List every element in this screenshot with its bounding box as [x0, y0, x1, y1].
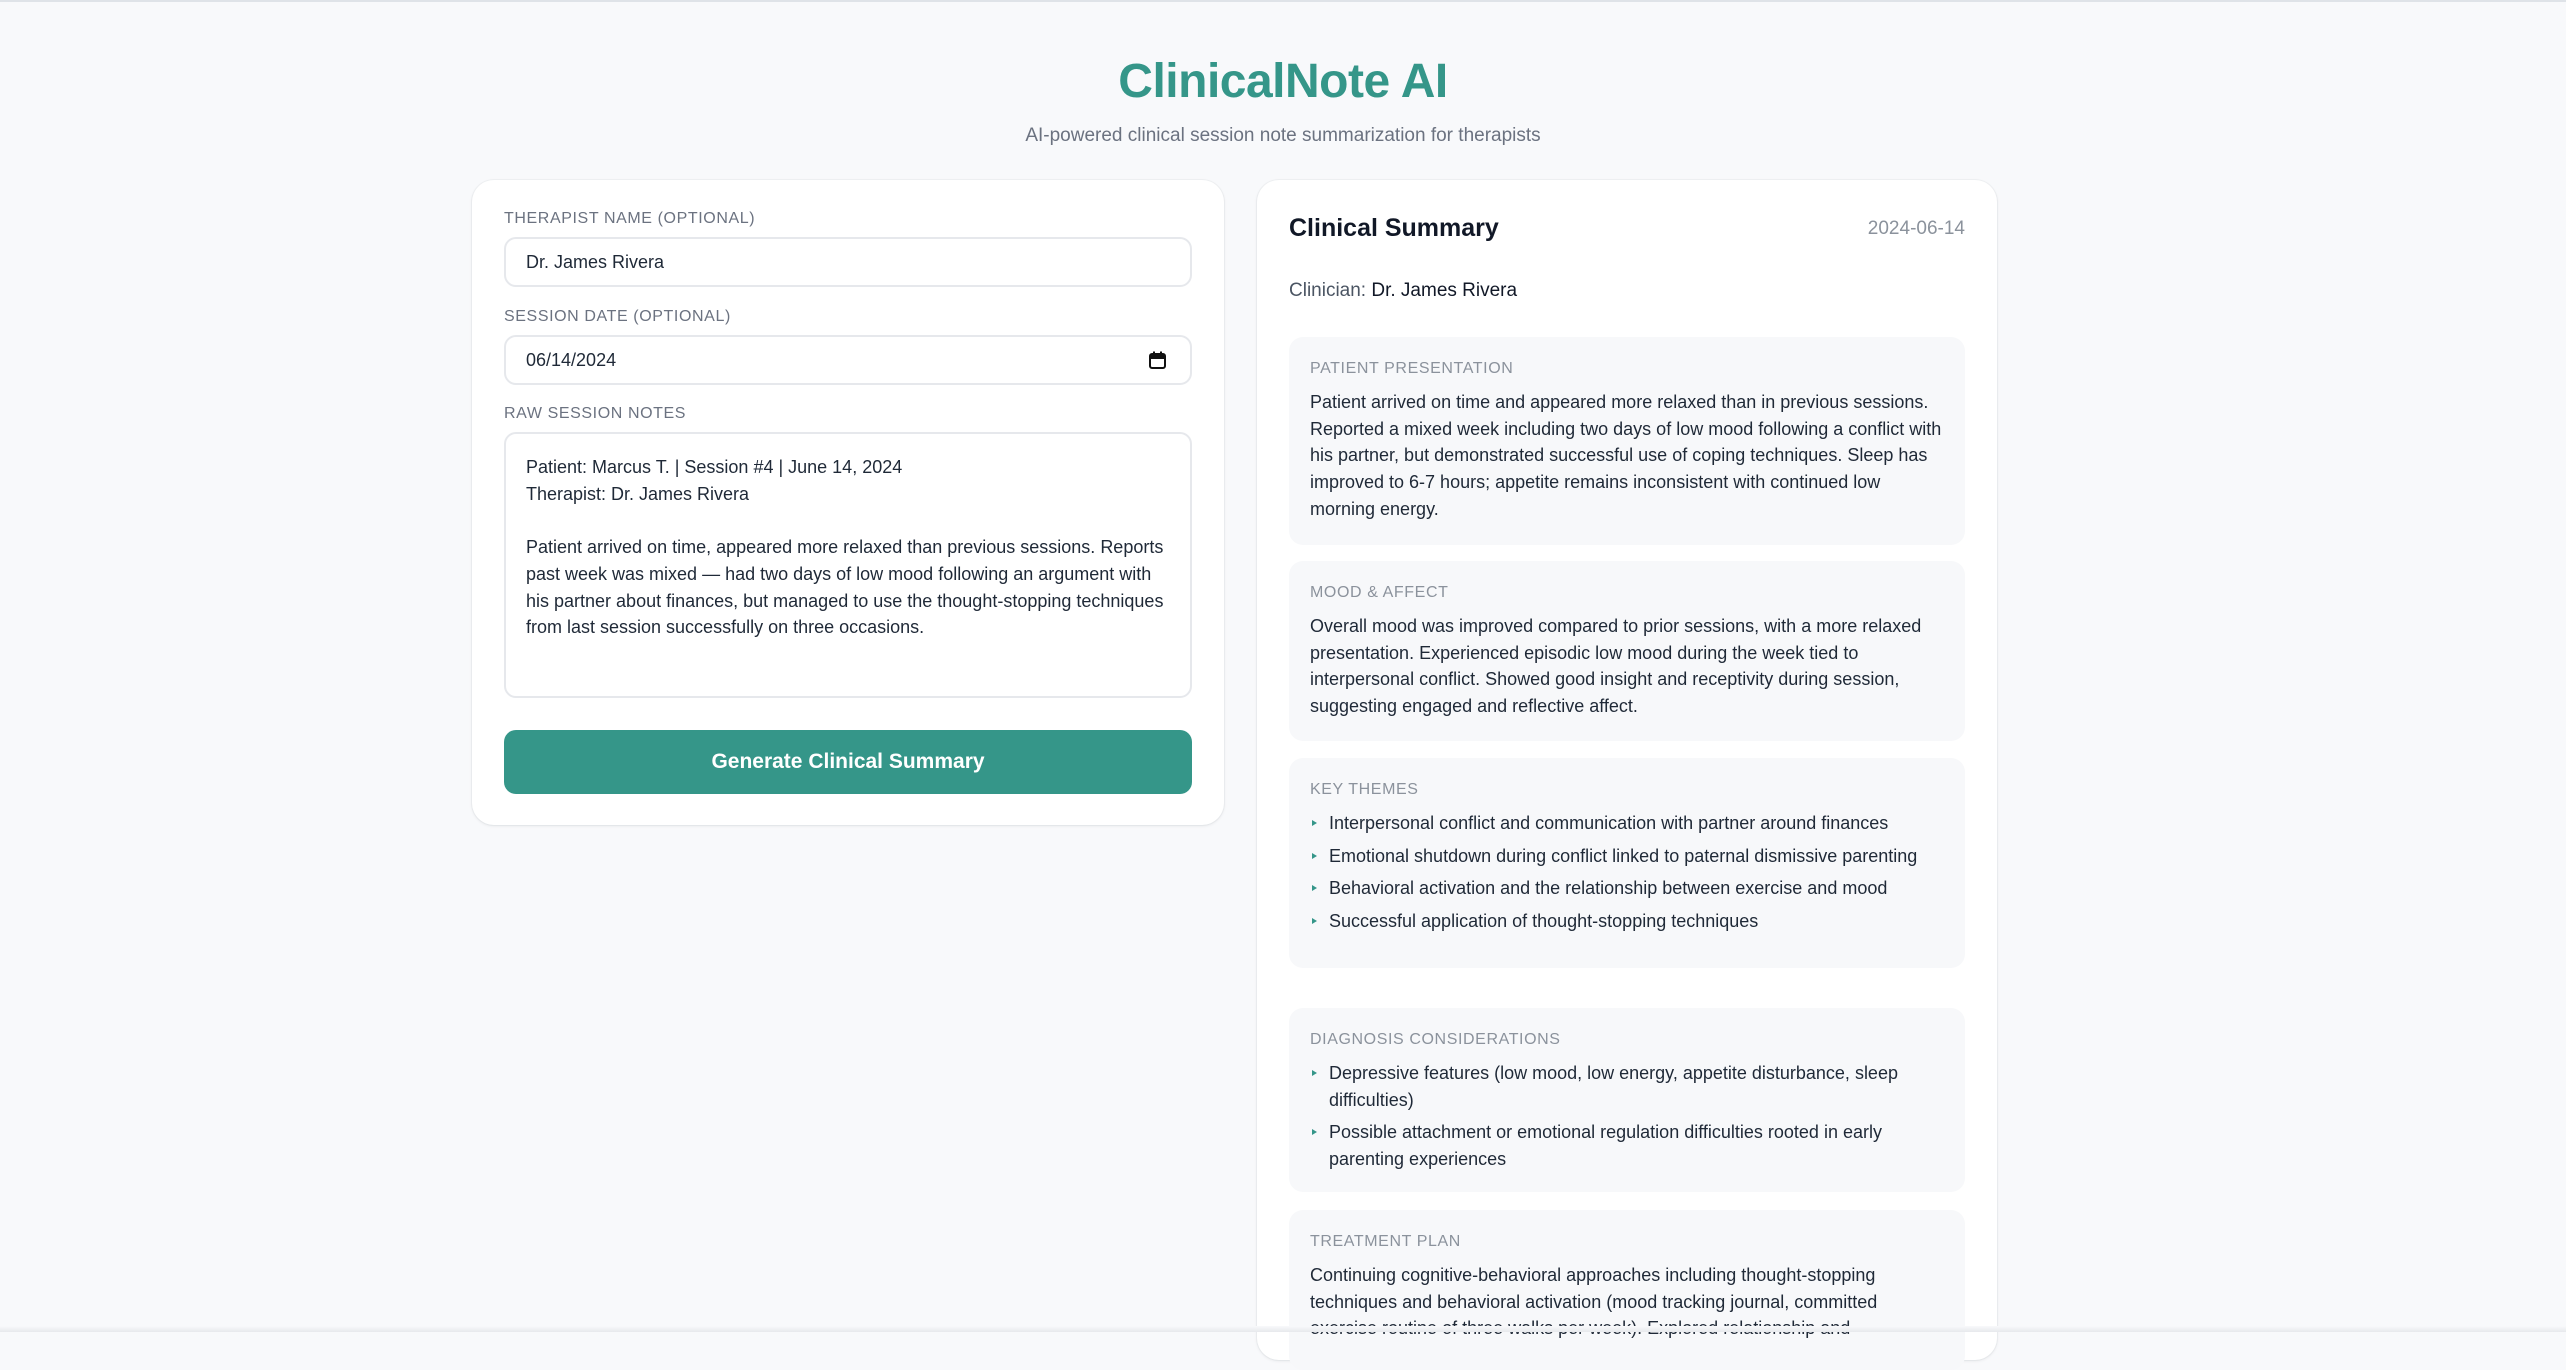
session-date-label: SESSION DATE (OPTIONAL) — [504, 308, 731, 326]
summary-title: Clinical Summary — [1289, 214, 1499, 243]
top-border — [0, 0, 2566, 2]
list-item: Successful application of thought-stopping techniques — [1310, 908, 1943, 935]
clinician-name: Dr. James Rivera — [1371, 280, 1517, 301]
triangle-bullet-icon — [1311, 883, 1318, 893]
list-item: Depressive features (low mood, low energy, appetite disturbance, sleep difficulties) — [1310, 1060, 1943, 1113]
app-subtitle: AI-powered clinical session note summarization for therapists — [0, 124, 2566, 148]
section-mood-affect — [1289, 561, 1965, 741]
raw-notes-textarea[interactable]: Patient: Marcus T. | Session #4 | June 14, 2024 Therapist: Dr. James Rivera Patient arrived on time, appeared more relaxed than previous sessions. Reports past week was mixed — had two days of low mood following an argument with his partner about finances, but managed to use the thought-stopping techniques from last session successfully on three occasions. — [504, 432, 1192, 698]
section-patient-presentation — [1289, 337, 1965, 545]
summary-date: 2024-06-14 — [1868, 218, 1965, 240]
section-label: TREATMENT PLAN — [1310, 1232, 1943, 1252]
app-title: ClinicalNote AI — [0, 52, 2566, 112]
clinical-summary-card — [1257, 180, 1997, 1360]
therapist-name-label: THERAPIST NAME (OPTIONAL) — [504, 210, 755, 228]
section-label: DIAGNOSIS CONSIDERATIONS — [1310, 1030, 1943, 1050]
triangle-bullet-icon — [1311, 1068, 1318, 1078]
session-date-input[interactable] — [504, 335, 1192, 385]
section-label: KEY THEMES — [1310, 780, 1943, 800]
section-diagnosis-considerations — [1289, 1008, 1965, 1192]
session-input-card — [472, 180, 1224, 825]
app-header — [0, 52, 2566, 148]
section-label: PATIENT PRESENTATION — [1310, 359, 1943, 379]
section-body: Overall mood was improved compared to prior sessions, with a more relaxed presentation. Experienced episodic low mood during the week tied to interpersonal conflict. Showed good insight and receptivity during session, suggesting engaged and reflective affect. — [1310, 613, 1943, 720]
bottom-fade — [0, 1326, 2566, 1332]
clinician-line — [1289, 280, 1517, 302]
therapist-name-value: Dr. James Rivera — [526, 252, 664, 273]
triangle-bullet-icon — [1311, 818, 1318, 828]
triangle-bullet-icon — [1311, 851, 1318, 861]
section-label: MOOD & AFFECT — [1310, 583, 1943, 603]
list-item: Interpersonal conflict and communication with partner around finances — [1310, 810, 1943, 837]
calendar-icon[interactable] — [1149, 351, 1166, 369]
list-item: Possible attachment or emotional regulation difficulties rooted in early parenting experiences — [1310, 1119, 1943, 1172]
triangle-bullet-icon — [1311, 916, 1318, 926]
section-key-themes — [1289, 758, 1965, 968]
section-body: Continuing cognitive-behavioral approaches including thought-stopping techniques and behavioral activation (mood tracking journal, committed exercise routine of three walks per week). Explored relationship and — [1310, 1262, 1943, 1342]
raw-notes-label: RAW SESSION NOTES — [504, 405, 686, 423]
triangle-bullet-icon — [1311, 1127, 1318, 1137]
clinician-label: Clinician: — [1289, 280, 1366, 301]
section-treatment-plan — [1289, 1210, 1965, 1370]
list-item: Behavioral activation and the relationship between exercise and mood — [1310, 875, 1943, 902]
generate-summary-button[interactable]: Generate Clinical Summary — [504, 730, 1192, 794]
session-date-value: 06/14/2024 — [526, 350, 616, 371]
list-item: Emotional shutdown during conflict linked to paternal dismissive parenting — [1310, 843, 1943, 870]
section-body: Patient arrived on time and appeared more relaxed than in previous sessions. Reported a mixed week including two days of low mood following a conflict with his partner, but demonstrated successful use of coping techniques. Sleep has improved to 6-7 hours; appetite remains inconsistent with continued low morning energy. — [1310, 389, 1943, 523]
therapist-name-input[interactable] — [504, 237, 1192, 287]
